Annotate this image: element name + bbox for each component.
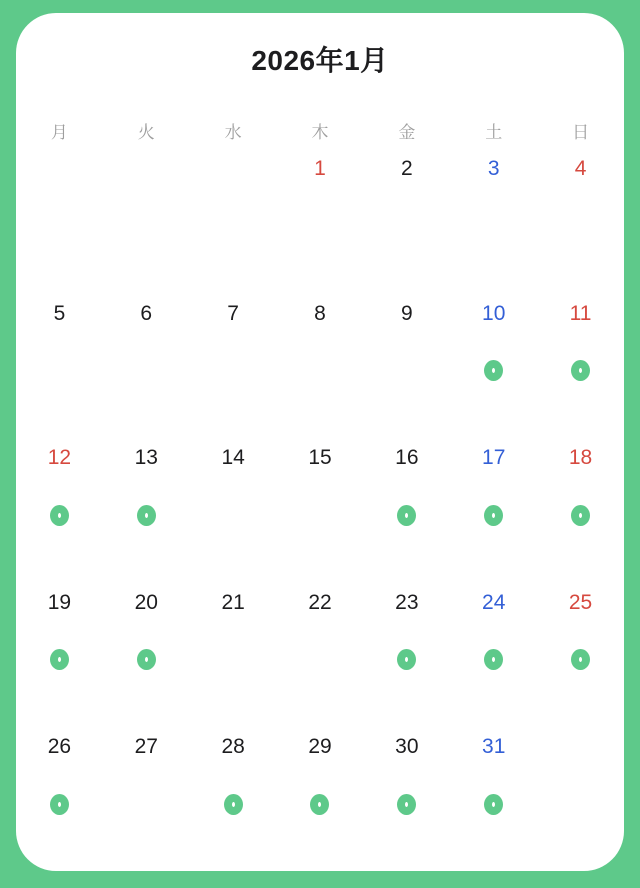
availability-circle-icon[interactable] [137, 649, 156, 670]
day-number: 15 [308, 446, 332, 469]
weekday-header-row [16, 112, 624, 148]
weekday-header: 金 [398, 122, 416, 142]
day-number: 20 [134, 590, 158, 614]
availability-circle-icon[interactable] [224, 794, 243, 815]
calendar-card [16, 13, 624, 871]
day-cell [103, 293, 190, 438]
day-cell[interactable] [16, 437, 103, 582]
day-number: 17 [482, 446, 506, 469]
day-number: 27 [134, 735, 158, 758]
day-cell[interactable] [537, 437, 624, 582]
day-number: 4 [574, 157, 587, 180]
day-number: 2 [401, 157, 413, 180]
day-number: 26 [47, 735, 72, 758]
day-cell[interactable] [277, 726, 364, 871]
day-cell [16, 293, 103, 438]
week-row [16, 582, 624, 727]
calendar-month-title: 2026年1月 [251, 45, 389, 76]
availability-circle-icon[interactable] [397, 794, 416, 815]
day-cell [277, 148, 364, 293]
day-number: 12 [47, 446, 72, 469]
calendar-weeks-grid [16, 148, 624, 871]
day-number: 30 [395, 735, 419, 758]
availability-circle-icon[interactable] [571, 505, 590, 526]
availability-circle-icon[interactable] [137, 505, 156, 526]
day-number: 10 [482, 301, 506, 325]
empty-day-cell [190, 148, 277, 293]
day-cell [277, 293, 364, 438]
weekday-header: 日 [572, 122, 590, 142]
day-number: 28 [221, 735, 245, 758]
day-cell [537, 148, 624, 293]
day-number: 29 [308, 735, 332, 758]
empty-day-cell [537, 726, 624, 871]
day-cell[interactable] [363, 582, 450, 727]
week-row [16, 437, 624, 582]
weekday-header: 火 [137, 122, 155, 142]
day-cell [277, 582, 364, 727]
weekday-header: 水 [224, 122, 242, 142]
day-number: 24 [482, 590, 506, 614]
day-cell[interactable] [363, 726, 450, 871]
day-cell[interactable] [16, 726, 103, 871]
day-cell[interactable] [450, 293, 537, 438]
availability-circle-icon[interactable] [397, 649, 416, 670]
day-cell[interactable] [103, 582, 190, 727]
availability-circle-icon[interactable] [484, 505, 503, 526]
availability-circle-icon[interactable] [50, 794, 69, 815]
day-number: 3 [487, 157, 500, 180]
day-number: 19 [47, 590, 72, 614]
day-cell [450, 148, 537, 293]
day-cell[interactable] [537, 293, 624, 438]
day-number: 1 [314, 157, 326, 180]
weekday-header: 木 [311, 122, 329, 142]
day-cell[interactable] [450, 726, 537, 871]
day-number: 14 [221, 446, 245, 469]
day-number: 5 [53, 301, 66, 325]
day-cell[interactable] [450, 437, 537, 582]
day-number: 25 [568, 590, 593, 614]
availability-circle-icon[interactable] [484, 360, 503, 381]
day-number: 13 [134, 446, 158, 469]
availability-circle-icon[interactable] [571, 360, 590, 381]
day-cell[interactable] [537, 582, 624, 727]
day-cell[interactable] [103, 437, 190, 582]
day-number: 18 [568, 446, 593, 469]
availability-circle-icon[interactable] [50, 649, 69, 670]
availability-circle-icon[interactable] [484, 794, 503, 815]
availability-circle-icon[interactable] [571, 649, 590, 670]
availability-circle-icon[interactable] [310, 794, 329, 815]
day-number: 22 [308, 590, 332, 614]
day-number: 11 [569, 301, 592, 325]
day-cell [277, 437, 364, 582]
day-number: 7 [227, 301, 239, 325]
day-number: 6 [140, 301, 153, 325]
day-cell [363, 148, 450, 293]
day-number: 31 [482, 735, 506, 758]
day-cell [190, 437, 277, 582]
day-number: 8 [314, 301, 326, 325]
availability-circle-icon[interactable] [397, 505, 416, 526]
day-cell[interactable] [450, 582, 537, 727]
day-cell [103, 726, 190, 871]
week-row [16, 293, 624, 438]
weekday-header: 月 [50, 122, 68, 142]
day-number: 16 [395, 446, 419, 469]
day-cell [190, 293, 277, 438]
week-row [16, 726, 624, 871]
day-cell [190, 582, 277, 727]
day-cell[interactable] [190, 726, 277, 871]
availability-circle-icon[interactable] [484, 649, 503, 670]
week-row [16, 148, 624, 293]
day-number: 21 [221, 590, 245, 614]
day-number: 9 [401, 301, 413, 325]
day-cell[interactable] [16, 582, 103, 727]
empty-day-cell [16, 148, 103, 293]
weekday-header: 土 [485, 122, 503, 142]
day-cell[interactable] [363, 437, 450, 582]
empty-day-cell [103, 148, 190, 293]
day-number: 23 [395, 590, 419, 614]
day-cell [363, 293, 450, 438]
availability-circle-icon[interactable] [50, 505, 69, 526]
